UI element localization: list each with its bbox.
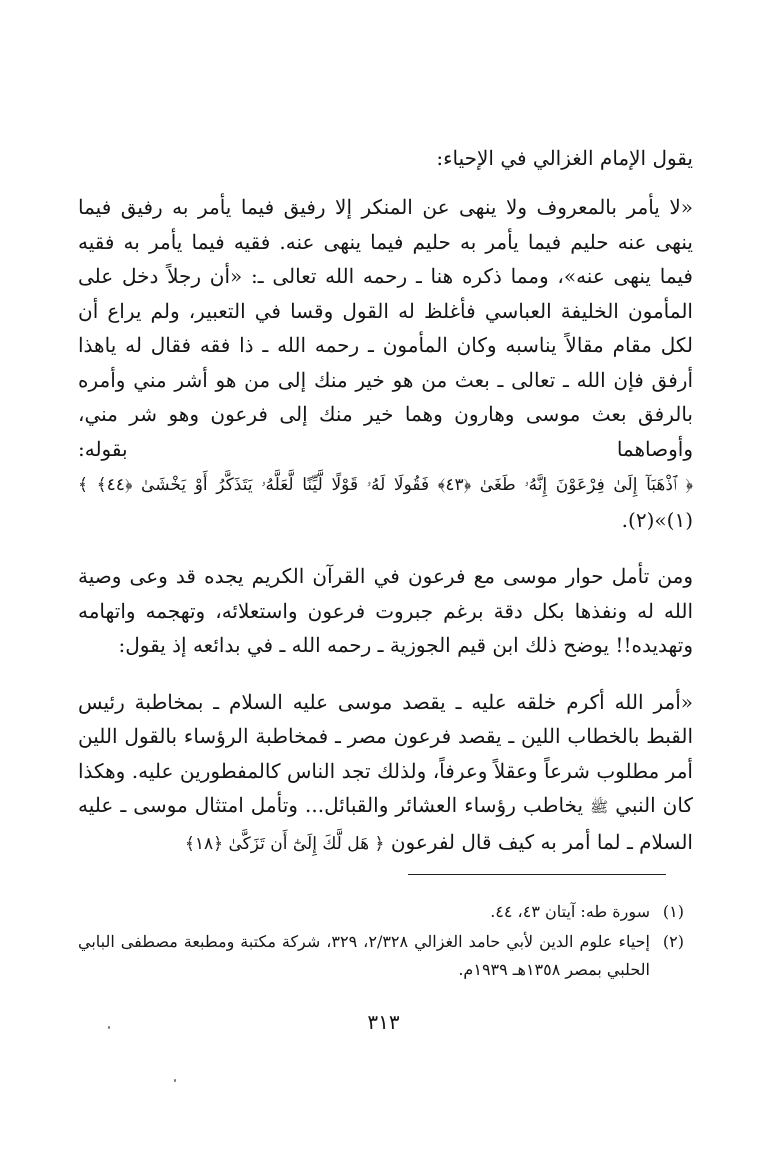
paragraph-3-text-b: يخاطب رؤساء العشائر والقبائل... وتأمل امتثال موسى ـ عليه السلام ـ لما أمر به كيف قال لفرعون	[78, 793, 693, 854]
paragraph-1-text: «لا يأمر بالمعروف ولا ينهى عن المنكر إلا رفيق فيما يأمر به رفيق فيما ينهى عنه حليم فيما يأمر به حليم فيما ينهى عنه. فقيه فيما يأمر به فقيه فيما ينهى عنه»، ومما ذكره هنا ـ رحمه الله تعالى ـ: «أن رجلاً دخل على المأمون الخليفة العباسي فأغلظ له القول وقسا في التعبير، ولم يراع أن لكل مقام مقالاً يناسبه وكان المأمون ـ رحمه الله ـ ذا فقه فقال له ياهذا أرفق فإن الله ـ تعالى ـ بعث من هو خير منك إلى من هو أشر مني وأمره بالرفق بعث موسى وهارون وهما خير منك إلى فرعون وهو شر مني، وأوصاهما بقوله:	[78, 195, 693, 461]
page-number: ٣١٣	[367, 1010, 400, 1034]
footnote-reference: (١)»(٢).	[621, 507, 693, 532]
scan-speck	[108, 1026, 110, 1029]
paragraph-2: ومن تأمل حوار موسى مع فرعون في القرآن الكريم يجده قد وعى وصية الله له ونفذها بكل دقة برغم جبروت فرعون واستعلائه، وتهجمه واتهامه وتهديده!! يوضح ذلك ابن قيم الجوزية ـ رحمه الله ـ في بدائعه إذ يقول:	[78, 564, 693, 657]
footnote-2	[78, 928, 684, 984]
paragraph-3-text-a: «أمر الله أكرم خلقه عليه ـ يقصد موسى عليه السلام ـ بمخاطبة رئيس القبط بالخطاب اللين ـ يقصد فرعون مصر ـ فمخاطبة الرؤساء بالقول اللين أمر مطلوب شرعاً وعقلاً وعرفاً، ولذلك تجد الناس كالمفطورين عليه. وهكذا كان النبي	[78, 689, 693, 817]
footnote-1	[78, 898, 684, 926]
pbuh-ligature-icon: ﷺ	[590, 798, 609, 816]
footnote-text: إحياء علوم الدين لأبي حامد الغزالي ٢/٣٢٨، ٣٢٩، شركة مكتبة ومطبعة مصطفى البابي الحلبي بمصر ١٣٥٨هـ ١٩٣٩م.	[78, 932, 650, 979]
quran-verse-naziat-18: ﴿ هَل لَّكَ إِلَىٰٓ أَن تَزَكَّىٰ ﴿١٨﴾	[184, 833, 385, 854]
paragraph-1	[78, 190, 693, 537]
footnote-separator	[408, 874, 666, 875]
footnote-number: (١)	[662, 902, 684, 921]
quran-verse-taha-43-44: ﴿ ٱذْهَبَآ إِلَىٰ فِرْعَوْنَ إِنَّهُۥ طَغَىٰ ﴿٤٣﴾ فَقُولَا لَهُۥ قَوْلًا لَّيِّنًا لَّعَلَّهُۥ يَتَذَكَّرُ أَوْ يَخْشَىٰ ﴿٤٤﴾ ﴾	[78, 475, 693, 495]
footnotes	[78, 898, 684, 986]
page-body	[78, 140, 693, 883]
scan-speck	[174, 1079, 176, 1082]
footnote-number: (٢)	[662, 932, 684, 951]
paragraph-3	[78, 685, 693, 862]
intro-line: يقول الإمام الغزالي في الإحياء:	[436, 146, 693, 170]
footnote-text: سورة طه: آيتان ٤٣، ٤٤.	[490, 902, 650, 921]
